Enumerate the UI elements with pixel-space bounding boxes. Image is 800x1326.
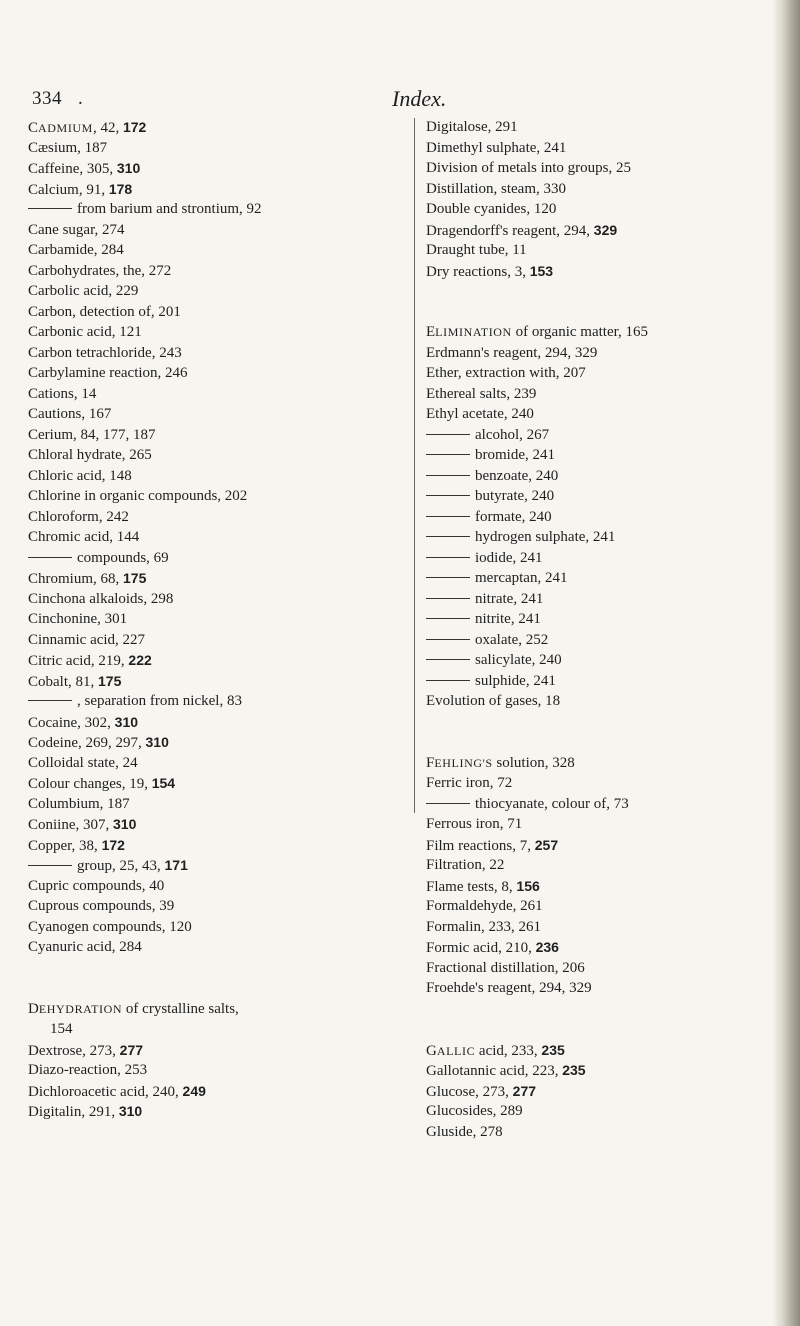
heading-initial: F [426,754,435,771]
index-subentry [426,630,800,651]
index-entry [426,220,800,241]
entry-text: Dragendorff's reagent, 294, [426,222,594,239]
ditto-dash [426,618,470,619]
entry-text: acid, 233, [475,1042,542,1059]
entry-text: Gluside, 278 [426,1123,503,1140]
index-entry [28,507,428,528]
index-entry [426,814,800,835]
entry-text: compounds, 69 [77,549,169,566]
index-subentry [426,445,800,466]
index-entry [28,1060,428,1081]
ditto-dash [426,659,470,660]
heading-initial: G [426,1042,437,1059]
index-entry [28,281,428,302]
entry-text: Fractional distillation, 206 [426,959,585,976]
index-subentry [28,548,428,569]
principal-page-ref: 310 [118,1103,143,1119]
entry-text: Chloric acid, 148 [28,467,132,484]
index-subentry [426,609,800,630]
entry-text: Cuprous compounds, 39 [28,898,175,914]
index-entry [426,138,800,159]
entry-text: Citric acid, 219, [28,653,129,669]
entry-text: Caffeine, 305, [28,161,117,177]
index-entry [426,876,800,897]
principal-page-ref: 175 [123,570,147,586]
entry-text: alcohol, 267 [475,426,550,443]
index-entry [28,343,428,364]
index-entry [28,1019,428,1040]
page-number-dot: . [78,88,83,109]
entry-text: , separation from nickel, 83 [77,693,242,709]
index-entry [28,1101,428,1122]
heading-initial: C [28,120,39,136]
ditto-dash [426,516,470,517]
principal-page-ref: 235 [541,1041,565,1058]
principal-page-ref: 235 [562,1062,586,1078]
index-entry [28,794,428,815]
heading-small-caps: EHLING'S [434,755,493,770]
principal-page-ref: 175 [98,672,122,689]
index-column-left [28,117,428,1122]
entry-text: Digitalin, 291, [28,1104,119,1120]
index-section-heading [426,1040,800,1061]
principal-page-ref: 249 [182,1082,206,1099]
column-divider [414,118,415,813]
entry-text: Chromic acid, 144 [28,529,140,545]
principal-page-ref: 153 [529,262,554,279]
entry-text: Cane sugar, 274 [28,221,125,238]
principal-page-ref: 257 [534,836,559,853]
entry-text: Ethyl acetate, 240 [426,406,534,422]
index-section-heading [28,999,428,1020]
entry-text: Colour changes, 19, [28,776,152,792]
principal-page-ref: 222 [128,652,152,668]
entry-text: Diazo-reaction, 253 [28,1062,148,1078]
entry-text: Columbium, 187 [28,795,130,812]
section-gap [28,958,428,999]
index-entry [426,1122,800,1143]
index-entry [28,568,428,589]
entry-text: Dichloroacetic acid, 240, [28,1083,183,1100]
entry-text: Ether, extraction with, 207 [426,365,586,381]
entry-text: Draught tube, 11 [426,242,527,258]
index-entry [28,835,428,856]
entry-text: Filtration, 22 [426,857,505,873]
index-entry [426,240,800,261]
entry-text: solution, 328 [492,754,575,771]
ditto-dash [426,495,470,496]
entry-text: Glucose, 273, [426,1083,513,1100]
entry-text: oxalate, 252 [475,631,549,648]
index-entry [28,876,428,897]
entry-text: Dry reactions, 3, [426,263,530,280]
index-entry [28,814,428,835]
entry-text: hydrogen sulphate, 241 [475,529,616,545]
index-entry [426,958,800,979]
index-entry [426,1101,800,1122]
principal-page-ref: 277 [119,1041,144,1058]
entry-text: from barium and strontium, 92 [77,201,262,217]
ditto-dash [426,598,470,599]
index-entry [426,691,800,712]
principal-page-ref: 178 [108,180,133,197]
principal-page-ref: 310 [113,816,137,832]
principal-page-ref: 236 [535,939,559,955]
index-entry [28,712,428,733]
entry-text: Froehde's reagent, 294, 329 [426,980,592,996]
entry-text: formate, 240 [475,508,552,525]
ditto-dash [426,434,470,435]
entry-text: Cyanogen compounds, 120 [28,918,192,935]
index-entry [28,486,428,507]
index-entry [426,1081,800,1102]
index-entry [28,179,428,200]
ditto-dash [426,454,470,455]
entry-text: Glucosides, 289 [426,1103,523,1119]
index-entry [426,199,800,220]
principal-page-ref: 172 [122,119,147,135]
principal-page-ref: 277 [512,1082,537,1099]
index-entry [426,978,800,999]
index-entry [28,158,428,179]
index-entry [426,158,800,179]
ditto-dash [426,536,470,537]
entry-text: mercaptan, 241 [475,570,568,586]
entry-text: Gallotannic acid, 223, [426,1063,563,1079]
index-subentry [426,548,800,569]
index-entry [426,117,800,138]
index-entry [28,589,428,610]
entry-text: Distillation, steam, 330 [426,180,566,197]
entry-text: Carbohydrates, the, 272 [28,262,172,279]
entry-text: Formaldehyde, 261 [426,898,543,914]
entry-text: Cinchona alkaloids, 298 [28,590,174,607]
entry-text: nitrate, 241 [475,590,544,607]
index-entry [28,630,428,651]
index-subentry [426,671,800,692]
index-entry [28,302,428,323]
index-entry [28,322,428,343]
entry-text: Cinchonine, 301 [28,611,128,627]
entry-text: Carbolic acid, 229 [28,283,139,299]
ditto-dash [426,557,470,558]
index-subentry [426,527,800,548]
index-subentry [426,466,800,487]
index-entry [28,732,428,753]
running-head [32,88,672,120]
index-entry [426,261,800,282]
index-entry [426,363,800,384]
index-entry [28,671,428,692]
entry-text: Division of metals into groups, 25 [426,160,631,176]
heading-initial: D [28,1000,39,1017]
index-entry [426,773,800,794]
index-entry [28,363,428,384]
index-entry [28,773,428,794]
principal-page-ref: 154 [151,775,176,791]
principal-page-ref: 310 [145,734,169,750]
entry-text: Carbylamine reaction, 246 [28,365,188,381]
index-entry [426,896,800,917]
entry-text: Calcium, 91, [28,181,109,198]
index-entry [426,917,800,938]
entry-text: Formic acid, 210, [426,940,536,956]
entry-text: , 42, [92,120,123,136]
index-entry [426,855,800,876]
principal-page-ref: 171 [164,857,188,873]
entry-text: Dextrose, 273, [28,1042,120,1059]
entry-text: Double cyanides, 120 [426,201,557,217]
index-entry [426,179,800,200]
section-gap [426,999,800,1040]
ditto-dash [28,208,72,209]
entry-text: Coniine, 307, [28,817,113,833]
index-subentry [426,568,800,589]
heading-small-caps: ALLIC [436,1043,476,1058]
entry-text: group, 25, 43, [77,858,165,874]
index-subentry [426,650,800,671]
ditto-dash [426,475,470,476]
entry-text: 154 [50,1021,73,1037]
entry-text: butyrate, 240 [475,488,555,504]
index-entry [28,466,428,487]
index-subentry [28,199,428,220]
entry-text: Cinnamic acid, 227 [28,631,146,648]
section-gap [426,281,800,322]
entry-text: bromide, 241 [475,447,555,463]
index-subentry [28,855,428,876]
entry-text: nitrite, 241 [475,611,541,627]
index-entry [28,404,428,425]
index-section-heading [426,322,800,343]
index-entry [28,220,428,241]
index-entry [28,445,428,466]
heading-small-caps: ADMIUM [38,121,93,135]
entry-text: Codeine, 269, 297, [28,735,146,751]
index-section-heading [426,753,800,774]
index-entry [28,425,428,446]
entry-text: Cocaine, 302, [28,714,115,731]
ditto-dash [426,803,470,804]
entry-text: thiocyanate, colour of, 73 [475,795,629,812]
index-section-heading [28,117,428,138]
entry-text: benzoate, 240 [475,467,559,484]
index-subentry [426,794,800,815]
entry-text: of crystalline salts, [122,1000,239,1017]
entry-text: Evolution of gases, 18 [426,693,561,709]
index-entry [426,343,800,364]
entry-text: Cæsium, 187 [28,139,108,156]
index-subentry [426,486,800,507]
entry-text: Carbon tetrachloride, 243 [28,344,182,361]
heading-initial: E [426,324,436,340]
entry-text: of organic matter, 165 [511,324,648,340]
index-entry [28,609,428,630]
entry-text: Cupric compounds, 40 [28,877,165,894]
entry-text: Chloral hydrate, 265 [28,447,152,463]
entry-text: iodide, 241 [475,549,543,566]
index-entry [426,1060,800,1081]
entry-text: sulphide, 241 [475,672,556,689]
index-entry [28,240,428,261]
heading-small-caps: LIMINATION [435,325,512,339]
entry-text: Dimethyl sulphate, 241 [426,139,567,156]
principal-page-ref: 310 [116,160,141,176]
entry-text: Ethereal salts, 239 [426,385,537,402]
index-entry [28,917,428,938]
entry-text: Copper, 38, [28,837,102,854]
entry-text: salicylate, 240 [475,652,562,668]
entry-text: Chloroform, 242 [28,508,129,525]
ditto-dash [426,577,470,578]
entry-text: Erdmann's reagent, 294, 329 [426,344,598,361]
index-entry [28,138,428,159]
index-entry [28,650,428,671]
index-entry [426,384,800,405]
entry-text: Chlorine in organic compounds, 202 [28,488,248,504]
index-entry [28,527,428,548]
entry-text: Ferric iron, 72 [426,775,513,791]
index-subentry [426,507,800,528]
ditto-dash [426,680,470,681]
principal-page-ref: 329 [593,221,618,238]
entry-text: Carbamide, 284 [28,242,124,258]
index-entry [426,835,800,856]
principal-page-ref: 156 [516,877,540,894]
index-entry [28,1081,428,1102]
index-entry [28,384,428,405]
entry-text: Cerium, 84, 177, 187 [28,426,156,443]
entry-text: Carbonic acid, 121 [28,324,142,340]
index-subentry [28,691,428,712]
index-entry [28,1040,428,1061]
index-entry [426,937,800,958]
index-subentry [426,425,800,446]
running-title: Index. [392,86,447,111]
index-entry [28,937,428,958]
principal-page-ref: 310 [114,713,139,730]
entry-text: Formalin, 233, 261 [426,918,541,935]
entry-text: Carbon, detection of, 201 [28,303,181,320]
entry-text: Cations, 14 [28,385,97,402]
entry-text: Cautions, 167 [28,406,112,422]
section-gap [426,712,800,753]
entry-text: Ferrous iron, 71 [426,816,523,832]
ditto-dash [28,700,72,701]
page-number: 334 [32,88,62,109]
ditto-dash [28,865,72,866]
heading-small-caps: EHYDRATION [38,1001,123,1016]
index-column-right [426,117,800,1142]
entry-text: Flame tests, 8, [426,878,517,895]
entry-text: Film reactions, 7, [426,837,535,854]
principal-page-ref: 172 [101,836,125,853]
index-entry [28,261,428,282]
index-entry [28,896,428,917]
index-entry [28,753,428,774]
entry-text: Chromium, 68, [28,571,124,587]
index-subentry [426,589,800,610]
entry-text: Colloidal state, 24 [28,754,138,771]
entry-text: Cobalt, 81, [28,673,98,690]
entry-text: Digitalose, 291 [426,119,518,135]
entry-text: Cyanuric acid, 284 [28,939,142,955]
ditto-dash [426,639,470,640]
ditto-dash [28,557,72,558]
index-entry [426,404,800,425]
